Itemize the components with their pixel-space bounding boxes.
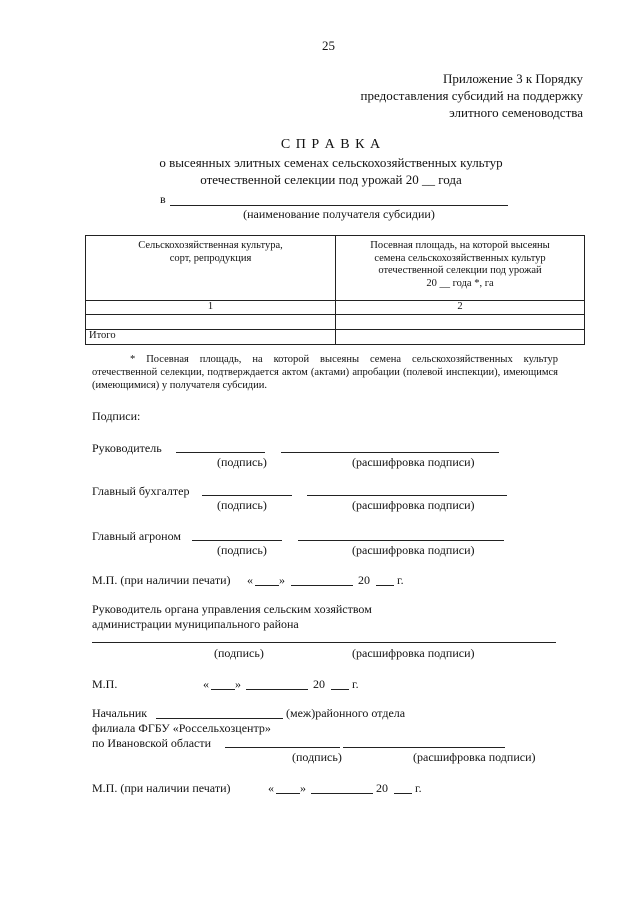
chief-decode-field[interactable] (343, 747, 505, 748)
date-month-field-2[interactable] (246, 689, 308, 690)
recipient-caption: (наименование получателя субсидии) (243, 207, 435, 221)
chief-decode-caption: (расшифровка подписи) (413, 750, 536, 764)
date-open-quote-1: « (247, 573, 253, 587)
agronomist-decode-caption: (расшифровка подписи) (352, 543, 475, 557)
chief-signature-caption: (подпись) (292, 750, 342, 764)
signatures-label: Подписи: (92, 409, 141, 423)
head-decode-caption: (расшифровка подписи) (352, 455, 475, 469)
table-row (86, 315, 585, 330)
footnote (92, 353, 558, 392)
municipal-signature-field[interactable] (92, 642, 556, 643)
appendix-line-1: Приложение 3 к Порядку (443, 71, 583, 86)
year-prefix-3: 20 (376, 781, 388, 795)
accountant-label: Главный бухгалтер (92, 484, 190, 498)
date-month-field-3[interactable] (311, 793, 373, 794)
stamp-label-2: М.П. (92, 677, 118, 691)
year-field-1[interactable] (376, 585, 394, 586)
header-area (336, 236, 585, 301)
recipient-prefix: в (160, 192, 166, 206)
appendix-line-2: предоставления субсидий на поддержку (360, 88, 583, 103)
agronomist-decode-field[interactable] (298, 540, 504, 541)
accountant-signature-field[interactable] (202, 495, 292, 496)
total-row (86, 330, 585, 345)
head-signature-caption: (подпись) (217, 455, 267, 469)
municipal-head-line-2: администрации муниципального района (92, 617, 299, 631)
municipal-signature-caption: (подпись) (214, 646, 264, 660)
accountant-decode-caption: (расшифровка подписи) (352, 498, 475, 512)
header-crop-line-1: Сельскохозяйственная культура, (138, 240, 283, 251)
region-line: по Ивановской области (92, 736, 212, 750)
accountant-decode-field[interactable] (307, 495, 507, 496)
area-cell[interactable] (336, 315, 585, 330)
header-area-line-1: Посевная площадь, на которой высеяны (370, 240, 550, 251)
seed-table (85, 235, 585, 345)
date-month-field-1[interactable] (291, 585, 353, 586)
table-header-row (86, 236, 585, 301)
chief-prefix: Начальник (92, 706, 148, 720)
year-suffix-2: г. (352, 677, 359, 691)
total-label: Итого (86, 330, 336, 345)
date-close-quote-3: » (300, 781, 306, 795)
date-close-quote-1: » (279, 573, 285, 587)
column-number-2: 2 (336, 301, 585, 315)
appendix-line-3: элитного семеноводства (449, 105, 583, 120)
chief-department-field[interactable] (156, 718, 283, 719)
year-prefix-1: 20 (358, 573, 370, 587)
header-area-line-2: семена сельскохозяйственных культур (374, 252, 546, 264)
title-line-2: отечественной селекции под урожай 20 __ года (200, 172, 462, 187)
recipient-field[interactable] (170, 205, 508, 206)
head-signature-field[interactable] (176, 452, 265, 453)
year-field-3[interactable] (394, 793, 412, 794)
year-suffix-3: г. (415, 781, 422, 795)
title-line-1: о высеянных элитных семенах сельскохозяйственных культур (159, 155, 503, 170)
page-number: 25 (322, 38, 335, 53)
header-area-line-3: отечественной селекции под урожай (378, 265, 542, 276)
branch-line: филиала ФГБУ «Россельхозцентр» (92, 721, 271, 735)
head-label: Руководитель (92, 441, 162, 455)
agronomist-label: Главный агроном (92, 529, 181, 543)
header-area-line-4: 20 __ года *, га (426, 277, 494, 289)
stamp-label-1: М.П. (при наличии печати) (92, 573, 231, 587)
chief-signature-field[interactable] (225, 747, 340, 748)
year-prefix-2: 20 (313, 677, 325, 691)
date-day-field-2[interactable] (211, 689, 235, 690)
footnote-text: * Посевная площадь, на которой высеяны семена сельскохозяйственных культур отечественной селекции, подтверждается актом (актами) апробации (полевой инспекции), имеющимся (имеющимися) у получателя субсидии. (92, 354, 558, 391)
municipal-decode-caption: (расшифровка подписи) (352, 646, 475, 660)
header-crop (86, 236, 336, 301)
column-number-1: 1 (86, 301, 336, 315)
agronomist-signature-field[interactable] (192, 540, 282, 541)
municipal-head-line-1: Руководитель органа управления сельским хозяйством (92, 602, 372, 616)
total-value[interactable] (336, 330, 585, 345)
head-decode-field[interactable] (281, 452, 499, 453)
year-field-2[interactable] (331, 689, 349, 690)
date-day-field-1[interactable] (255, 585, 279, 586)
column-number-row (86, 301, 585, 315)
appendix-reference (361, 70, 583, 121)
chief-suffix: (меж)районного отдела (286, 706, 406, 720)
date-open-quote-3: « (268, 781, 274, 795)
date-day-field-3[interactable] (276, 793, 300, 794)
crop-cell[interactable] (86, 315, 336, 330)
header-crop-line-2: сорт, репродукция (169, 252, 252, 264)
date-open-quote-2: « (203, 677, 209, 691)
agronomist-signature-caption: (подпись) (217, 543, 267, 557)
document-title: С П Р А В К А (280, 137, 382, 152)
date-close-quote-2: » (235, 677, 241, 691)
year-suffix-1: г. (397, 573, 404, 587)
stamp-label-3: М.П. (при наличии печати) (92, 781, 231, 795)
accountant-signature-caption: (подпись) (217, 498, 267, 512)
